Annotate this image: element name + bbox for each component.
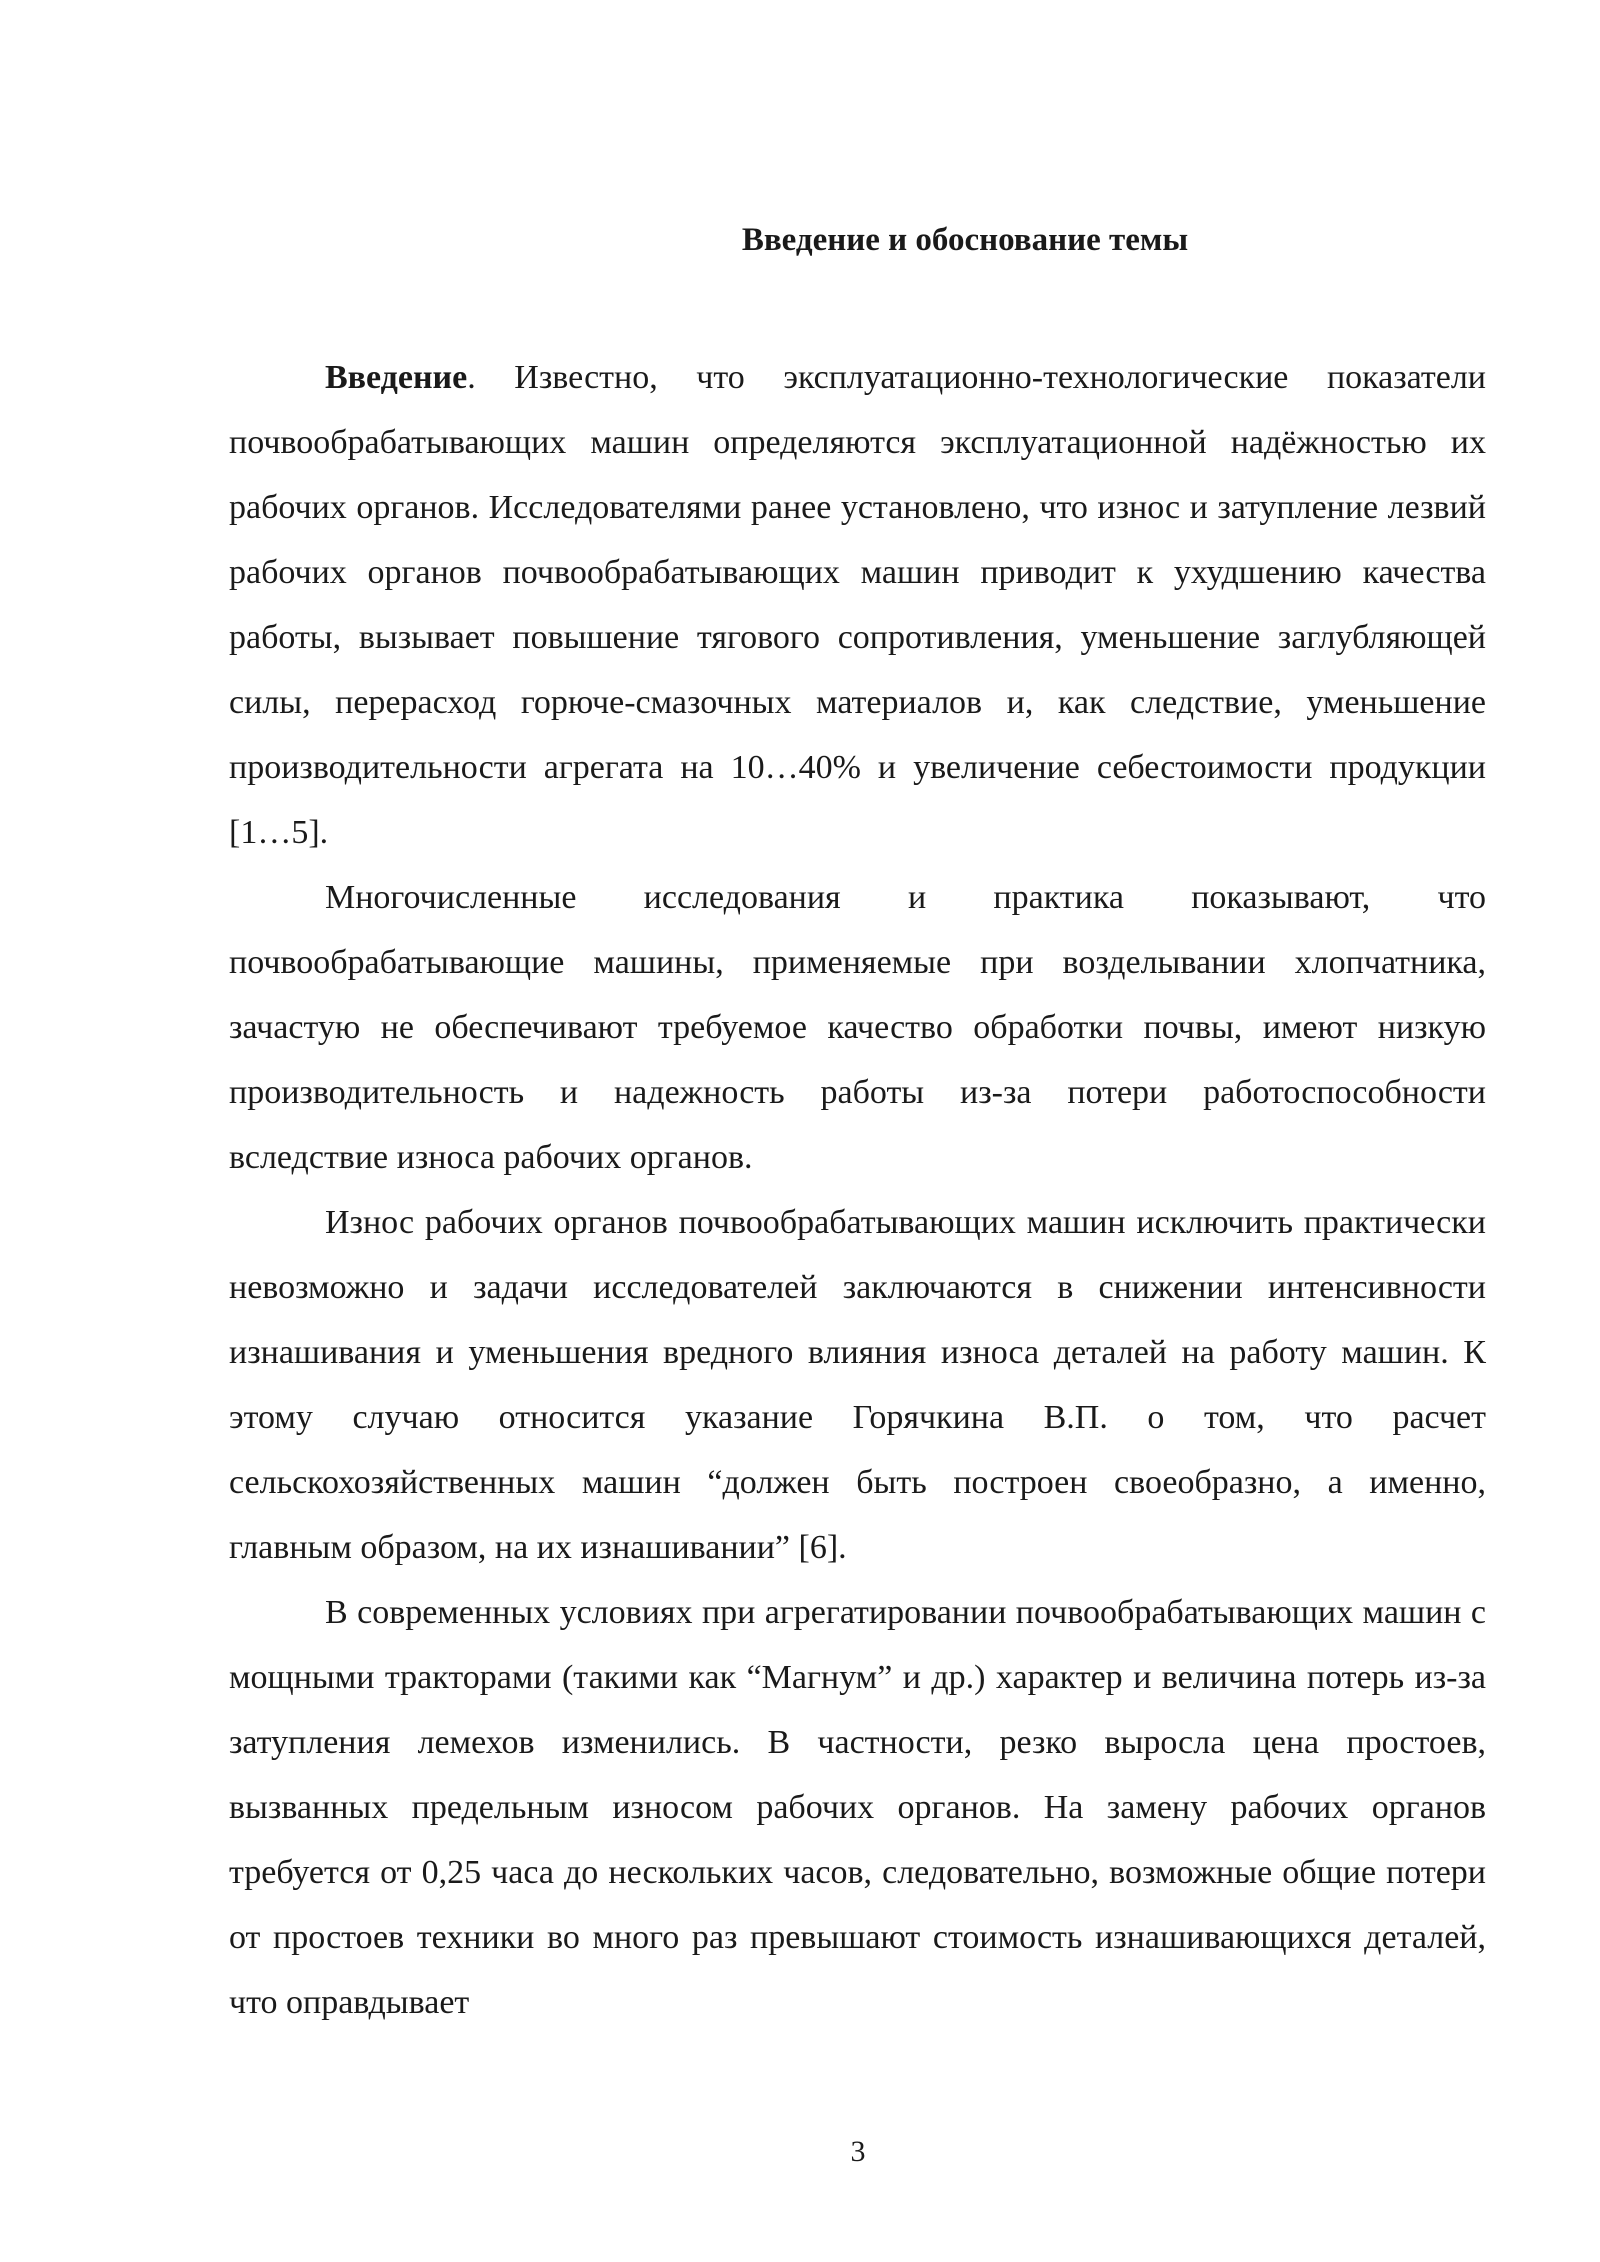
paragraph-modern-conditions	[229, 1580, 1486, 2035]
page-title: Введение и обоснование темы	[741, 222, 1189, 258]
page-number: 3	[850, 2135, 866, 2168]
paragraph-text: В современных условиях при агрегатировании почвообрабатывающих машин с мощными тракторами (такими как “Магнум” и др.) характер и величина потерь из-за затупления лемехов изменились. В частности, резко выросла цена простоев, вызванных предельным износом рабочих органов. На замену рабочих органов требуется от 0,25 часа до нескольких часов, следовательно, возможные общие потери от простоев техники во много раз превышают стоимость изнашивающихся деталей, что оправдывает	[229, 1594, 1486, 2021]
paragraph-lead: Введение	[325, 359, 468, 396]
paragraph-introduction	[229, 345, 1486, 865]
paragraph-wear	[229, 1190, 1486, 1580]
paragraph-text: Многочисленные исследования и практика показывают, что почвообрабатывающие машины, применяемые при возделывании хлопчатника, зачастую не обеспечивают требуемое качество обработки почвы, имеют низкую производительность и надежность работы из-за потери работоспособности вследствие износа рабочих органов.	[229, 879, 1486, 1176]
body-text	[229, 345, 1486, 2035]
paragraph-research	[229, 865, 1486, 1190]
paragraph-text: . Известно, что эксплуатационно-технологические показатели почвообрабатывающих машин определяются эксплуатационной надёжностью их рабочих органов. Исследователями ранее установлено, что износ и затупление лезвий рабочих органов почвообрабатывающих машин приводит к ухудшению качества работы, вызывает повышение тягового сопротивления, уменьшение заглубляющей силы, перерасход горюче-смазочных материалов и, как следствие, уменьшение производительности агрегата на 10…40% и увеличение себестоимости продукции [1…5].	[229, 359, 1486, 851]
paragraph-text: Износ рабочих органов почвообрабатывающих машин исключить практически невозможно и задачи исследователей заключаются в снижении интенсивности изнашивания и уменьшения вредного влияния износа деталей на работу машин. К этому случаю относится указание Горячкина В.П. о том, что расчет сельскохозяйственных машин “должен быть построен своеобразно, а именно, главным образом, на их изнашивании” [6].	[229, 1204, 1486, 1566]
